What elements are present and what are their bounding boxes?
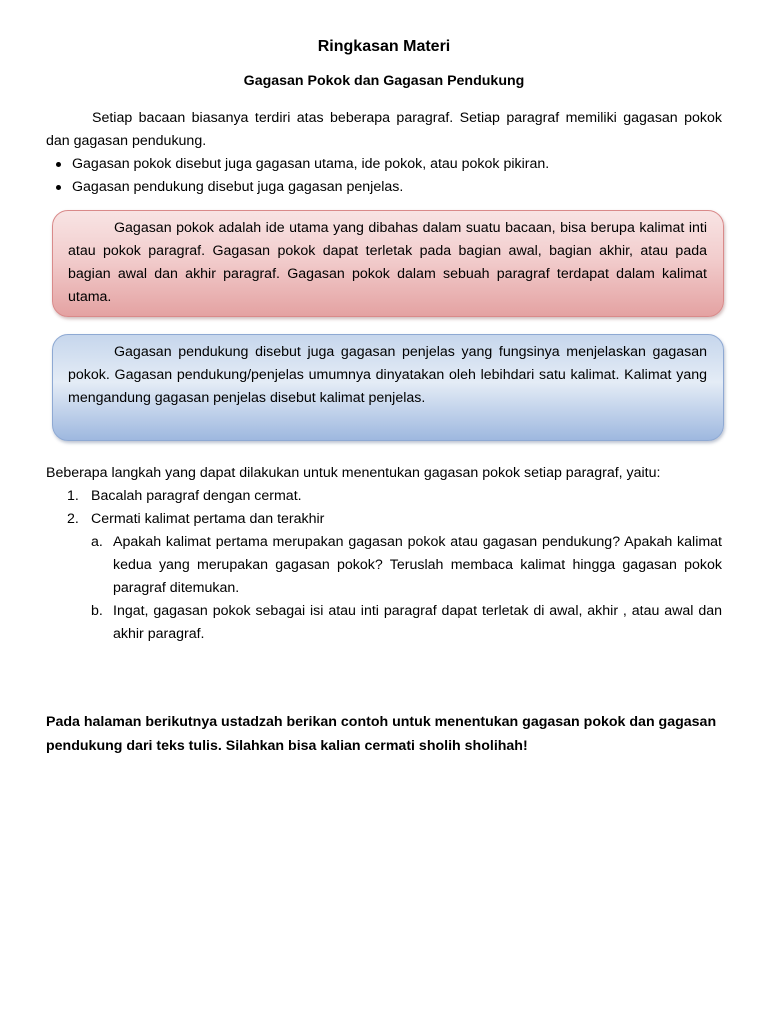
substeps-list	[91, 531, 722, 646]
step-text: Cermati kalimat pertama dan terakhir	[91, 511, 325, 527]
intro-paragraph: Setiap bacaan biasanya terdiri atas beberapa paragraf. Setiap paragraf memiliki gagasan pokok dan gagasan pendukung.	[46, 110, 722, 149]
substep-letter: b.	[91, 603, 103, 619]
bullet-item: Gagasan pokok disebut juga gagasan utama, ide pokok, atau pokok pikiran.	[46, 153, 722, 176]
step-number: 1.	[67, 488, 79, 504]
substep-item	[91, 531, 722, 600]
supporting-idea-box	[52, 334, 724, 441]
bullet-item: Gagasan pendukung disebut juga gagasan penjelas.	[46, 176, 722, 199]
substep-text: Ingat, gagasan pokok sebagai isi atau inti paragraf dapat terletak di awal, akhir , atau awal dan akhir paragraf.	[113, 603, 722, 642]
step-text: Bacalah paragraf dengan cermat.	[91, 488, 302, 504]
substep-item	[91, 600, 722, 646]
steps-list	[46, 485, 722, 646]
page-title: Ringkasan Materi	[317, 38, 451, 55]
page-subtitle: Gagasan Pokok dan Gagasan Pendukung	[243, 73, 525, 89]
substep-text: Apakah kalimat pertama merupakan gagasan pokok atau gagasan pendukung? Apakah kalimat kedua yang merupakan gagasan pokok? Teruslah membaca kalimat hingga gagasan pokok paragraf ditemukan.	[113, 534, 722, 596]
step-item	[46, 508, 722, 646]
step-number: 2.	[67, 511, 79, 527]
closing-note: Pada halaman berikutnya ustadzah berikan contoh untuk menentukan gagasan pokok dan gagasan pendukung dari teks tulis. Silahkan bisa kalian cermati sholih sholihah!	[46, 714, 717, 754]
main-idea-text: Gagasan pokok adalah ide utama yang dibahas dalam suatu bacaan, bisa berupa kalimat inti atau pokok paragraf. Gagasan pokok dapat terletak pada bagian awal, bagian akhir, atau pada bagian awal dan akhir paragraf. Gagasan pokok dalam sebuah paragraf terdapat dalam kalimat utama.	[68, 220, 707, 305]
steps-intro: Beberapa langkah yang dapat dilakukan untuk menentukan gagasan pokok setiap paragraf, yaitu:	[46, 465, 661, 481]
bullet-list	[46, 153, 722, 199]
substep-letter: a.	[91, 534, 103, 550]
step-item	[46, 485, 722, 508]
main-idea-box	[52, 210, 724, 317]
supporting-idea-text: Gagasan pendukung disebut juga gagasan penjelas yang fungsinya menjelaskan gagasan pokok. Gagasan pendukung/penjelas umumnya dinyatakan oleh lebihdari satu kalimat. Kalimat yang mengandung gagasan penjelas disebut kalimat penjelas.	[68, 344, 707, 406]
